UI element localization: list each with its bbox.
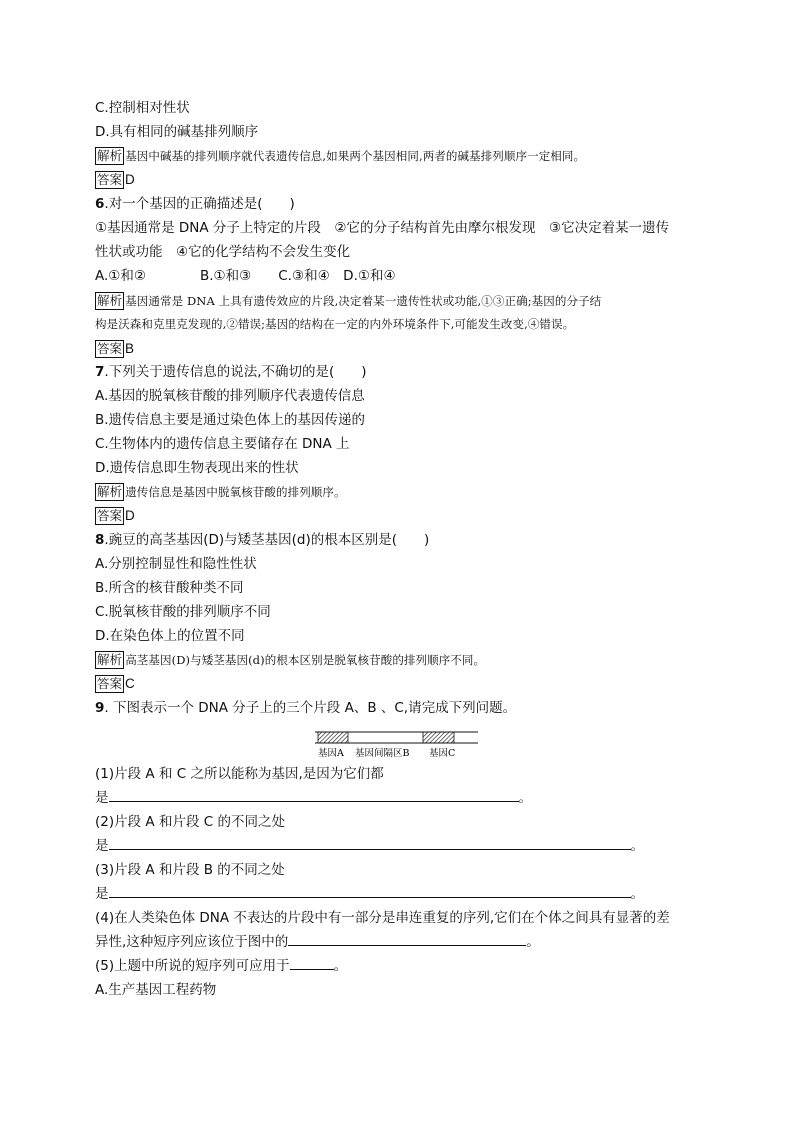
suffix-text: 。 (526, 934, 540, 950)
answer-blank[interactable] (109, 788, 519, 802)
answer-tag: 答案 (97, 341, 123, 356)
prefix-text: 是 (95, 790, 109, 806)
dna-segment-diagram (315, 730, 478, 760)
q9-stem (95, 698, 516, 718)
q6-statement-line-2: 性状或功能 ④它的化学结构不会发生变化 (95, 244, 351, 260)
q5-answer-value: D (125, 172, 135, 187)
analysis-tag: 解析 (97, 293, 123, 308)
q9-sub1: (1)片段 A 和 C 之所以能称为基因,是因为它们都 (95, 766, 384, 782)
answer-blank[interactable] (109, 884, 631, 898)
q6-answer-value: B (125, 341, 135, 356)
answer-tag: 答案 (97, 172, 123, 187)
suffix-text: 。 (333, 958, 348, 974)
q7-analysis-text: 遗传信息是基因中脱氧核苷酸的排列顺序。 (125, 485, 346, 499)
spacer-b-label: 基因间隔区B (355, 748, 410, 759)
q7-option-b: B.遗传信息主要是通过染色体上的基因传递的 (95, 412, 366, 428)
answer-tag: 答案 (97, 508, 123, 523)
q6-options: A.①和② B.①和③ C.③和④ D.①和④ (95, 268, 396, 284)
q5-analysis (95, 146, 585, 166)
q8-analysis (95, 650, 485, 670)
q5-option-c: C.控制相对性状 (95, 100, 190, 116)
q6-analysis-line-1 (95, 291, 601, 311)
q8-answer-value: C (125, 676, 135, 691)
q7-option-a: A.基因的脱氧核苷酸的排列顺序代表遗传信息 (95, 388, 365, 404)
q6-analysis-text-1: 基因通常是 DNA 上具有遗传效应的片段,决定着某一遗传性状或功能,①③正确;基因的分子结 (125, 294, 602, 308)
prefix-text: 异性,这种短序列应该位于图中的 (95, 934, 289, 950)
q9-stem-text: . 下图表示一个 DNA 分子上的三个片段 A、B 、C,请完成下列问题。 (104, 700, 517, 716)
q5-analysis-text: 基因中碱基的排列顺序就代表遗传信息,如果两个基因相同,两者的碱基排列顺序一定相同。 (125, 149, 586, 163)
q7-answer (95, 506, 135, 526)
q7-option-d: D.遗传信息即生物表现出来的性状 (95, 460, 299, 476)
q6-stem-text: .对一个基因的正确描述是( ) (104, 196, 295, 212)
q9-number: 9 (95, 700, 105, 716)
q8-option-a: A.分别控制显性和隐性性状 (95, 556, 257, 572)
q9-sub4-line-2 (95, 932, 540, 952)
q5-option-d: D.具有相同的碱基排列顺序 (95, 124, 259, 140)
suffix-text: 。 (630, 886, 644, 902)
analysis-tag: 解析 (97, 652, 123, 667)
q7-number: 7 (95, 364, 105, 380)
gene-a-label: 基因A (318, 748, 344, 759)
q8-stem-text: .豌豆的高茎基因(D)与矮茎基因(d)的根本区别是( ) (104, 532, 430, 548)
q7-answer-value: D (125, 508, 135, 523)
q5-answer (95, 170, 135, 190)
gene-c-segment (423, 732, 454, 743)
q7-stem (95, 362, 367, 382)
gene-a-segment (318, 732, 348, 743)
q9-sub3-answer-line (95, 884, 644, 904)
q9-sub4-line-1: (4)在人类染色体 DNA 不表达的片段中有一部分是串连重复的序列,它们在个体之间具有显著的差 (95, 910, 670, 926)
q9-sub2-answer-line (95, 836, 644, 856)
q6-answer (95, 339, 134, 359)
q9-option-a: A.生产基因工程药物 (95, 982, 217, 998)
answer-tag: 答案 (97, 676, 123, 691)
analysis-tag: 解析 (97, 484, 123, 499)
q8-analysis-text: 高茎基因(D)与矮茎基因(d)的根本区别是脱氧核苷酸的排列顺序不同。 (125, 653, 486, 667)
q7-stem-text: .下列关于遗传信息的说法,不确切的是( ) (104, 364, 367, 380)
answer-blank[interactable] (109, 836, 631, 850)
q9-sub1-answer-line (95, 788, 532, 808)
q8-answer (95, 674, 135, 694)
q8-option-d: D.在染色体上的位置不同 (95, 628, 245, 644)
q6-number: 6 (95, 196, 105, 212)
q7-analysis (95, 482, 346, 502)
gene-c-label: 基因C (429, 748, 456, 759)
q8-number: 8 (95, 532, 105, 548)
q7-option-c: C.生物体内的遗传信息主要储存在 DNA 上 (95, 436, 350, 452)
prefix-text: 是 (95, 838, 109, 854)
q9-sub2: (2)片段 A 和片段 C 的不同之处 (95, 814, 285, 830)
q6-stem (95, 194, 295, 214)
q8-option-c: C.脱氧核苷酸的排列顺序不同 (95, 604, 271, 620)
suffix-text: 。 (630, 838, 644, 854)
answer-blank[interactable] (288, 932, 526, 946)
q6-analysis-line-2: 构是沃森和克里克发现的,②错误;基因的结构在一定的内外环境条件下,可能发生改变,④错误。 (95, 317, 575, 331)
q8-stem (95, 530, 429, 550)
q6-statement-line-1: ①基因通常是 DNA 分子上特定的片段 ②它的分子结构首先由摩尔根发现 ③它决定着某一遗传 (95, 220, 670, 236)
q9-sub3: (3)片段 A 和片段 B 的不同之处 (95, 862, 285, 878)
prefix-text: 是 (95, 886, 109, 902)
q8-option-b: B.所含的核苷酸种类不同 (95, 580, 244, 596)
answer-blank[interactable] (290, 956, 334, 970)
analysis-tag: 解析 (97, 148, 123, 163)
suffix-text: 。 (518, 790, 532, 806)
q9-sub5 (95, 956, 347, 976)
prefix-text: (5)上题中所说的短序列可应用于 (95, 958, 290, 974)
